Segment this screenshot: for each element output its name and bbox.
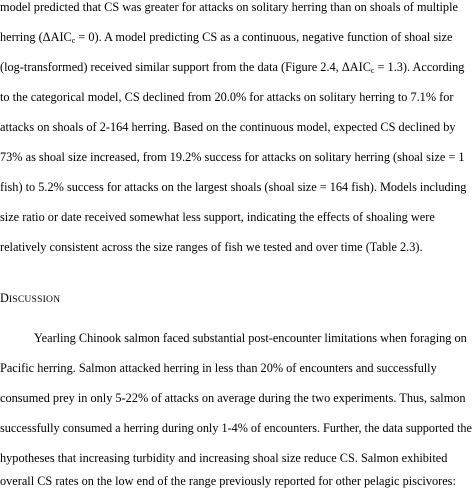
text-line: model predicted that CS was greater for attacks on solitary herring than on shoals of multiple (0, 0, 458, 14)
text-line: (log-transformed) received similar support from the data (Figure 2.4, $\Delta AIC_c = 1.3$). According (0, 60, 465, 75)
text-line: herring $(\Delta AIC_c = 0)$. A model predicting CS as a continuous, negative function of shoal size (0, 30, 453, 45)
text-line: 73% as shoal size increased, from 19.2% success for attacks on solitary herring (shoal size = 1 (0, 150, 465, 164)
text-line: consumed prey in only 5-22% of attacks on average during the two experiments. Thus, salmon (0, 391, 466, 405)
text-line: hypotheses that increasing turbidity and increasing shoal size reduce CS. Salmon exhibited (0, 451, 448, 465)
text-line: overall CS rates on the low end of the range previously reported for other pelagic piscivores: (0, 474, 456, 488)
text-line: size ratio or date received somewhat less support, indicating the effects of shoaling were (0, 210, 435, 224)
text-line: attacks on shoals of 2-164 herring. Based on the continuous model, expected CS declined by (0, 120, 456, 134)
text-line: Yearling Chinook salmon faced substantial post-encounter limitations when foraging on (34, 331, 467, 345)
text-line: relatively consistent across the size ranges of fish we tested and over time (Table 2.3). (0, 240, 423, 254)
text-line: to the categorical model, CS declined from 20.0% for attacks on solitary herring to 7.1% for (0, 90, 454, 104)
heading-rest: ISCUSSION (8, 294, 61, 305)
text-line: fish) to 5.2% success for attacks on the largest shoals (shoal size = 164 fish). Models including (0, 180, 467, 194)
text-line: Pacific herring. Salmon attacked herring in less than 20% of encounters and successfully (0, 361, 437, 375)
heading-initial: D (0, 291, 9, 305)
section-heading (0, 291, 60, 307)
text-line: successfully consumed a herring during only 1-4% of encounters. Further, the data supported the (0, 421, 472, 435)
